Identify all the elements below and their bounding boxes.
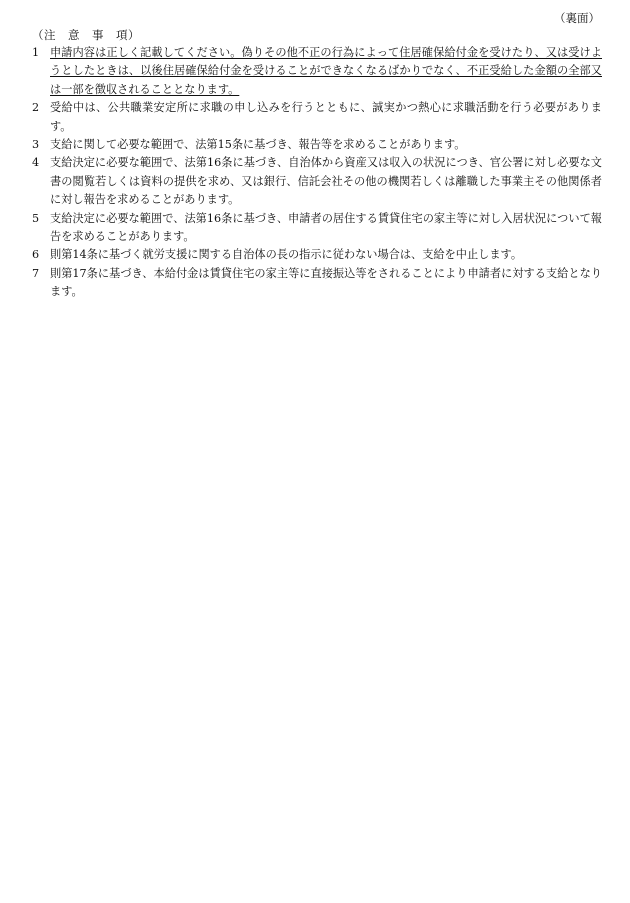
note-number: 7 bbox=[32, 266, 40, 280]
section-heading: （注 意 事 項） bbox=[32, 28, 140, 42]
note-text: 則第17条に基づき、本給付金は賃貸住宅の家主等に直接振込等をされることにより申請者に対する支給となります。 bbox=[50, 266, 602, 299]
page-side-label: （裏面） bbox=[554, 11, 600, 25]
note-item-6 bbox=[32, 246, 602, 264]
note-number: 3 bbox=[32, 138, 40, 152]
note-text: 支給決定に必要な範囲で、法第16条に基づき、自治体から資産又は収入の状況につき、官公署に対し必要な文書の閲覧若しくは資料の提供を求め、又は銀行、信託会社その他の機関若しくは離職した事業主その他関係者に対し報告を求めることがあります。 bbox=[50, 156, 602, 207]
note-number: 2 bbox=[32, 101, 40, 115]
note-text: 支給に関して必要な範囲で、法第15条に基づき、報告等を求めることがあります。 bbox=[50, 138, 466, 152]
note-item-2 bbox=[32, 99, 602, 136]
note-number: 5 bbox=[32, 211, 40, 225]
note-number: 6 bbox=[32, 248, 40, 262]
note-number: 1 bbox=[32, 46, 40, 59]
note-text: 支給決定に必要な範囲で、法第16条に基づき、申請者の居住する賃貸住宅の家主等に対し入居状況について報告を求めることがあります。 bbox=[50, 211, 602, 244]
note-number: 4 bbox=[32, 156, 40, 170]
note-item-7 bbox=[32, 265, 602, 302]
note-item-3 bbox=[32, 136, 602, 154]
note-item-5 bbox=[32, 210, 602, 247]
note-text: 申請内容は正しく記載してください。偽りその他不正の行為によって住居確保給付金を受けたり、又は受けようとしたときは、以後住居確保給付金を受けることができなくなるばかりでなく、不正受給した金額の全部又は一部を徴収されることとなります。 bbox=[50, 46, 602, 96]
note-text: 受給中は、公共職業安定所に求職の申し込みを行うとともに、誠実かつ熱心に求職活動を行う必要があります。 bbox=[50, 101, 602, 133]
note-item-1 bbox=[32, 44, 602, 99]
note-item-4 bbox=[32, 154, 602, 209]
note-text: 則第14条に基づく就労支援に関する自治体の長の指示に従わない場合は、支給を中止します。 bbox=[50, 248, 523, 262]
notes-list bbox=[32, 44, 602, 302]
